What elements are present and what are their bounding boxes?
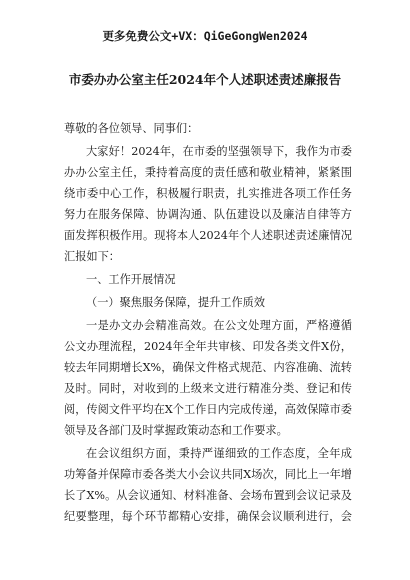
document-title: 市委办办公室主任2024年个人述职述责述廉报告 xyxy=(68,72,342,87)
paragraph-line: 一是办文办会精准高效。在公文处理方面，严格遵循 xyxy=(86,319,352,332)
section-heading: 一、工作开展情况 xyxy=(86,273,176,286)
subsection-heading: （一）聚焦服务保障，提升工作质效 xyxy=(86,296,266,309)
paragraph-line: 功筹备并保障市委各类大小会议共同X场次，同比上一年增 xyxy=(64,468,352,481)
salutation: 尊敬的各位领导、同事们： xyxy=(64,122,199,135)
paragraph-line: 纪要整理，每个环节都精心安排，确保会议顺利进行，会 xyxy=(64,510,352,523)
paragraph-line: 阅，传阅文件平均在X个工作日内完成传递，高效保障市委 xyxy=(64,403,352,416)
paragraph-line: 较去年同期增长X%，确保文件格式规范、内容准确、流转 xyxy=(64,361,352,374)
document-body xyxy=(64,118,352,527)
paragraph-line: 领导及各部门及时掌握政策动态和工作要求。 xyxy=(64,424,288,437)
paragraph-line: 公文办理流程，2024年全年共审核、印发各类文件X份， xyxy=(64,340,352,353)
paragraph-line: 在会议组织方面，秉持严谨细致的工作态度，全年成 xyxy=(86,447,352,460)
paragraph-line: 长了X%。从会议通知、材料准备、会场布置到会议记录及 xyxy=(64,489,352,502)
paragraph-line: 努力在服务保障、协调沟通、队伍建设以及廉洁自律等方 xyxy=(64,208,352,221)
paragraph-line: 面发挥积极作用。现将本人2024年个人述职述责述廉情况 xyxy=(64,229,352,242)
paragraph-line: 汇报如下： xyxy=(64,250,120,263)
paragraph-line: 及时。同时，对收到的上级来文进行精准分类、登记和传 xyxy=(64,382,352,395)
paragraph-line: 绕市委中心工作，积极履行职责，扎实推进各项工作任务 xyxy=(64,187,352,200)
paragraph-line: 办办公室主任，秉持着高度的责任感和敬业精神，紧紧围 xyxy=(64,166,352,179)
watermark-text: 更多免费公文+VX：QiGeGongWen2024 xyxy=(102,29,308,43)
paragraph-line: 大家好！2024年，在市委的坚强领导下，我作为市委 xyxy=(86,145,352,158)
